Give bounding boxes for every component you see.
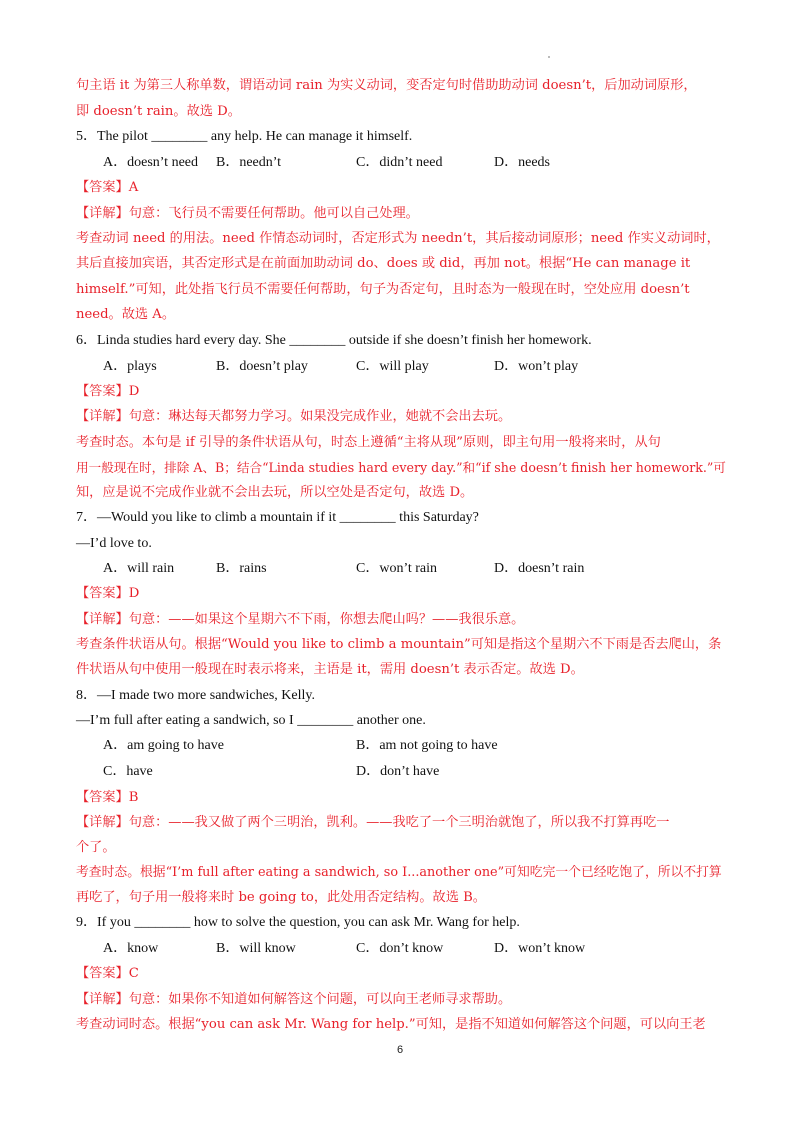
q7-detail: 【详解】句意：——如果这个星期六不下雨，你想去爬山吗？——我很乐意。 bbox=[76, 612, 525, 627]
q6-explanation: 用一般现在时，排除 A、B；结合“Linda studies hard every day.”和“if she doesn’t finish her homework.”可 bbox=[76, 460, 726, 475]
question-8-reply: —I’m full after eating a sandwich, so I ________ another one. bbox=[76, 713, 426, 728]
q8-option-d: D．don’t have bbox=[356, 764, 440, 779]
q7-option-b: B．rains bbox=[216, 561, 267, 576]
q8-answer: 【答案】B bbox=[76, 790, 139, 805]
q5-option-b: B．needn’t bbox=[216, 155, 282, 170]
q7-explanation: 考查条件状语从句。根据“Would you like to climb a mountain”可知是指这个星期六不下雨是否去爬山，条 bbox=[76, 637, 722, 652]
q5-answer: 【答案】A bbox=[76, 180, 139, 195]
q5-option-a: A．doesn’t need bbox=[103, 155, 198, 170]
question-7-reply: —I’d love to. bbox=[76, 536, 152, 551]
question-7-stem: 7．—Would you like to climb a mountain if it ________ this Saturday? bbox=[76, 510, 479, 525]
q6-option-d: D．won’t play bbox=[494, 359, 579, 374]
q8-explanation: 再吃了，句子用一般将来时 be going to，此处用否定结构。故选 B。 bbox=[76, 890, 486, 905]
q7-option-d: D．doesn’t rain bbox=[494, 561, 585, 576]
q8-explanation: 考查时态。根据“I’m full after eating a sandwich, so I...another one”可知吃完一个已经吃饱了，所以不打算 bbox=[76, 865, 722, 880]
q7-answer: 【答案】D bbox=[76, 586, 140, 601]
q5-explanation: 考查动词 need 的用法。need 作情态动词时，否定形式为 needn’t，其后接动词原形；need 作实义动词时， bbox=[76, 231, 720, 246]
q9-explanation: 考查动词时态。根据“you can ask Mr. Wang for help.”可知，是指不知道如何解答这个问题，可以向王老 bbox=[76, 1017, 706, 1032]
explanation-line: 即 doesn’t rain。故选 D。 bbox=[76, 104, 241, 119]
q9-option-b: B．will know bbox=[216, 941, 296, 956]
q6-explanation: 知，应是说不完成作业就不会出去玩，所以空处是否定句，故选 D。 bbox=[76, 485, 474, 500]
explanation-line: 句主语 it 为第三人称单数，谓语动词 rain 为实义动词，变否定句时借助助动词 doesn’t，后加动词原形， bbox=[76, 78, 697, 93]
q8-detail: 个了。 bbox=[76, 840, 116, 855]
q7-option-c: C．won’t rain bbox=[356, 561, 438, 576]
question-9-stem: 9．If you ________ how to solve the question, you can ask Mr. Wang for help. bbox=[76, 915, 520, 930]
q9-option-a: A．know bbox=[103, 941, 159, 956]
q6-answer: 【答案】D bbox=[76, 384, 140, 399]
q7-option-a: A．will rain bbox=[103, 561, 175, 576]
q5-option-d: D．needs bbox=[494, 155, 550, 170]
q8-option-c: C．have bbox=[103, 764, 153, 779]
q5-explanation: himself.”可知，此处指飞行员不需要任何帮助，句子为否定句，且时态为一般现在时，空处应用 doesn’t bbox=[76, 282, 690, 297]
question-8-stem: 8．—I made two more sandwiches, Kelly. bbox=[76, 688, 315, 703]
q5-explanation: 其后直接加宾语，其否定形式是在前面加助动词 do、does 或 did，再加 not。根据“He can manage it bbox=[76, 256, 691, 271]
q7-explanation: 件状语从句中使用一般现在时表示将来，主语是 it，需用 doesn’t 表示否定。故选 D。 bbox=[76, 662, 584, 677]
q6-explanation: 考查时态。本句是 if 引导的条件状语从句，时态上遵循“主将从现”原则，即主句用一般将来时，从句 bbox=[76, 435, 661, 450]
q8-detail: 【详解】句意：——我又做了两个三明治，凯利。——我吃了一个三明治就饱了，所以我不打算再吃一 bbox=[76, 815, 670, 830]
q6-option-b: B．doesn’t play bbox=[216, 359, 308, 374]
question-5-stem: 5．The pilot ________ any help. He can manage it himself. bbox=[76, 129, 413, 144]
q6-detail: 【详解】句意：琳达每天都努力学习。如果没完成作业，她就不会出去玩。 bbox=[76, 409, 512, 424]
q9-option-d: D．won’t know bbox=[494, 941, 586, 956]
q5-detail: 【详解】句意：飞行员不需要任何帮助。他可以自己处理。 bbox=[76, 206, 419, 221]
q5-option-c: C．didn’t need bbox=[356, 155, 443, 170]
page-number: 6 bbox=[396, 1044, 404, 1056]
q5-explanation: need。故选 A。 bbox=[76, 307, 176, 322]
scan-dot bbox=[548, 56, 550, 58]
question-6-stem: 6．Linda studies hard every day. She ________ outside if she doesn’t finish her homework. bbox=[76, 333, 592, 348]
q9-answer: 【答案】C bbox=[76, 966, 139, 981]
q9-detail: 【详解】句意：如果你不知道如何解答这个问题，可以向王老师寻求帮助。 bbox=[76, 992, 512, 1007]
q6-option-a: A．plays bbox=[103, 359, 157, 374]
q6-option-c: C．will play bbox=[356, 359, 429, 374]
q9-option-c: C．don’t know bbox=[356, 941, 444, 956]
q8-option-b: B．am not going to have bbox=[356, 738, 498, 753]
q8-option-a: A．am going to have bbox=[103, 738, 224, 753]
